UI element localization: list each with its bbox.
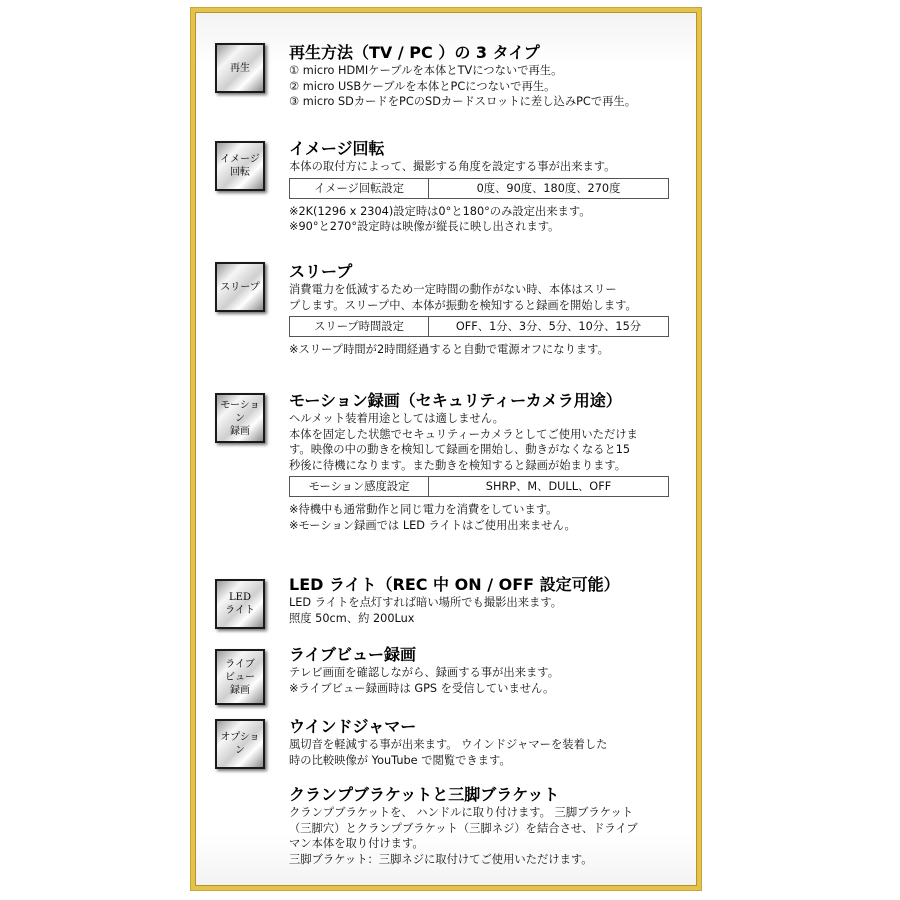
motion-recording-title: モーション録画（セキュリティーカメラ用途） [289, 391, 622, 410]
image-rotation-note: ※90°と270°設定時は映像が縦長に映し出されます。 [289, 220, 560, 233]
image-rotation-title: イメージ回転 [289, 139, 385, 158]
led-light-title: LED ライト（REC 中 ON / OFF 設定可能） [289, 575, 620, 594]
table-key: モーション感度設定 [290, 477, 429, 497]
led-light-badge: LED ライト [215, 579, 265, 629]
table-value: 0度、90度、180度、270度 [429, 178, 669, 198]
playback-badge: 再生 [215, 43, 265, 93]
live-view-badge: ライブ ビュー 録画 [215, 649, 265, 705]
wind-jammer-title: ウインドジャマー [289, 717, 417, 736]
sleep-badge: スリープ [215, 262, 265, 312]
motion-recording-line: 秒後に待機になります。また動きを検知すると録画が始まります。 [289, 458, 627, 472]
manual-panel [191, 8, 701, 890]
table-value: OFF、1分、3分、5分、10分、15分 [429, 317, 669, 337]
motion-recording-line: 本体を固定した状態でセキュリティーカメラとしてご使用いただけま [289, 427, 638, 441]
table-key: スリープ時間設定 [290, 317, 429, 337]
image-rotation-line: 本体の取付方によって、撮影する角度を設定する事が出来ます。 [289, 160, 616, 173]
live-view-title: ライブビュー録画 [289, 645, 417, 664]
table-value: SHRP、M、DULL、OFF [429, 477, 669, 497]
option-badge: オプション [215, 719, 265, 769]
brackets-line: クランプブラケットを、 ハンドルに取り付けます。 三脚ブラケット [289, 806, 634, 819]
brackets-title: クランプブラケットと三脚ブラケット [289, 785, 560, 804]
motion-recording-badge: モーション 録画 [215, 393, 265, 443]
playback-line: ② micro USBケーブルを本体とPCにつないで再生。 [289, 79, 556, 93]
table-key: イメージ回転設定 [290, 178, 429, 198]
sleep-line: プします。スリープ中、本体が振動を検知すると録画を開始します。 [289, 298, 637, 312]
sleep-title: スリープ [289, 262, 353, 281]
motion-table [289, 476, 669, 497]
wind-jammer-line: 時の比較映像が YouTube で閲覧できます。 [289, 753, 511, 767]
image-rotation-table [289, 178, 669, 199]
live-view-line: ※ライブビュー録画時は GPS を受信していません。 [289, 681, 555, 695]
brackets-line: 三脚ブラケット：三脚ネジに取付けてご使用いただけます。 [289, 852, 593, 866]
motion-recording-note: ※モーション録画では LED ライトはご使用出来ません。 [289, 518, 576, 532]
playback-title: 再生方法（TV / PC ）の 3 タイプ [289, 43, 540, 62]
sleep-table [289, 316, 669, 337]
led-light-line: LED ライトを点灯すれば暗い場所でも撮影出来ます。 [289, 596, 563, 609]
wind-jammer-line: 風切音を軽減する事が出来ます。 ウインドジャマーを装着した [289, 738, 608, 751]
led-light-line: 照度 50cm、約 200Lux [289, 611, 415, 625]
brackets-line: （三脚穴）とクランプブラケット（三脚ネジ）を結合させ、ドライブ [289, 821, 638, 835]
sleep-line: 消費電力を低減するため一定時間の動作がない時、本体はスリー [289, 283, 617, 296]
brackets-line: マン本体を取り付けます。 [289, 837, 424, 850]
playback-line: ③ micro SDカードをPCのSDカードスロットに差し込みPCで再生。 [289, 95, 637, 108]
image-rotation-badge: イメージ 回転 [215, 141, 265, 191]
sleep-note: ※スリープ時間が2時間経過すると自動で電源オフになります。 [289, 343, 609, 356]
image-rotation-note: ※2K(1296 x 2304)設定時は0°と180°のみ設定出来ます。 [289, 204, 591, 218]
motion-recording-line: す。映像の中の動きを検知して録画を開始し、動きがなくなると15 [289, 443, 631, 456]
motion-recording-line: ヘルメット装着用途としては適しません。 [289, 412, 504, 425]
live-view-line: テレビ画面を確認しながら、録画する事が出来ます。 [289, 666, 559, 679]
motion-recording-note: ※待機中も通常動作と同じ電力を消費をしています。 [289, 503, 558, 516]
playback-line: ① micro HDMIケーブルを本体とTVにつないで再生。 [289, 64, 563, 77]
